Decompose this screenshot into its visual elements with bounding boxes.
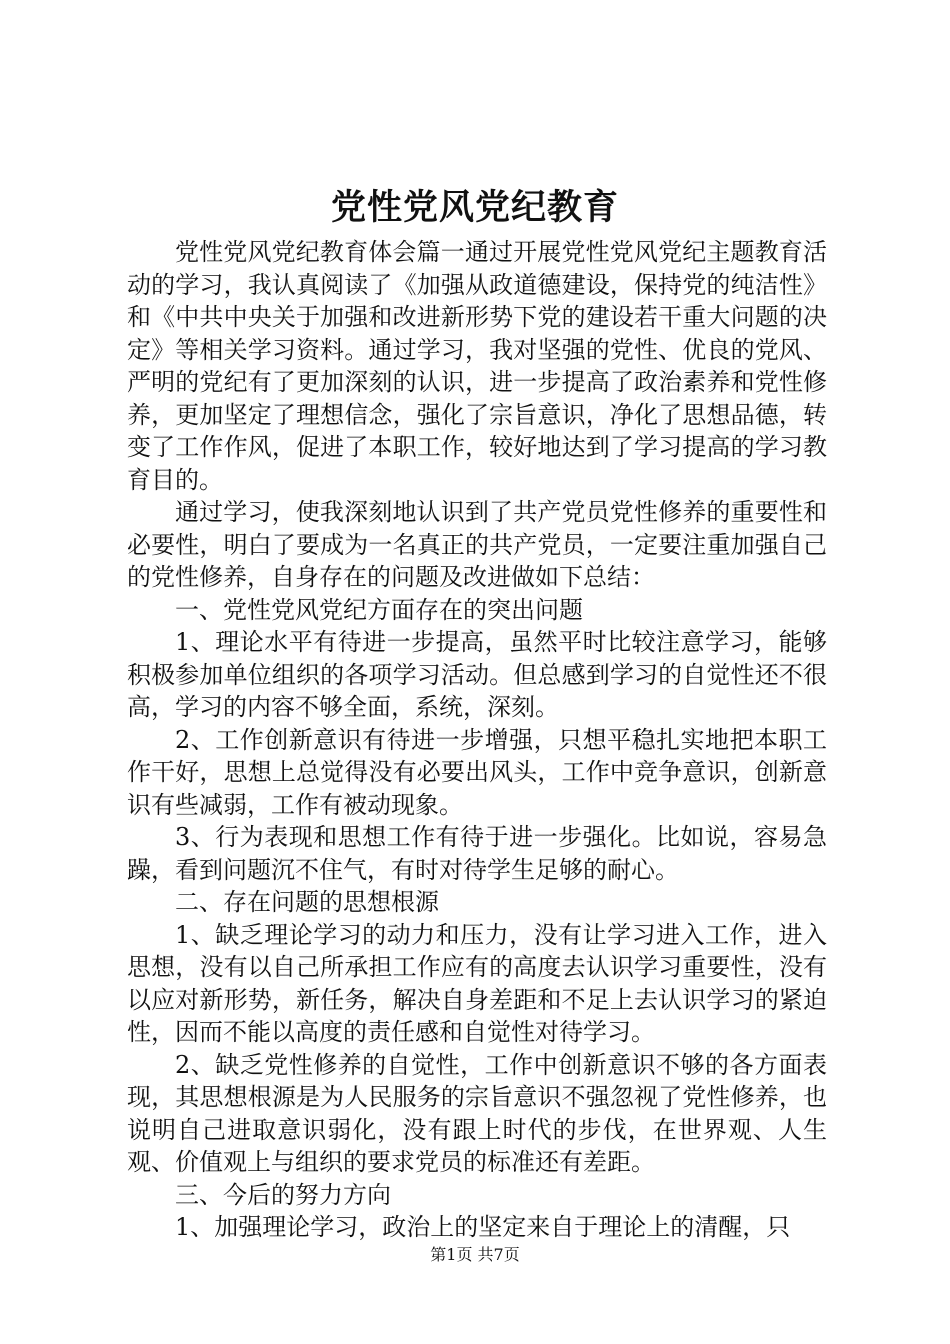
page-number: 第1页 共7页 (430, 1245, 520, 1264)
document-title: 党性党风党纪教育 (330, 187, 619, 228)
document-body (127, 236, 827, 1244)
paragraph-7: 2、缺乏党性修养的自觉性，工作中创新意识不够的各方面表现，其思想根源是为人民服务的宗旨意识不强忽视了党性修养，也说明自己进取意识弱化，没有跟上时代的步伐，在世界观、人生观、价值观上与组织的要求党员的标准还有差距。 (127, 1050, 827, 1176)
paragraph-4: 2、工作创新意识有待进一步增强，只想平稳扎实地把本职工作干好，思想上总觉得没有必要出风头，工作中竞争意识，创新意识有些减弱，工作有被动现象。 (127, 725, 827, 819)
paragraph-2: 通过学习，使我深刻地认识到了共产党员党性修养的重要性和必要性，明白了要成为一名真正的共产党员，一定要注重加强自己的党性修养，自身存在的问题及改进做如下总结： (127, 498, 827, 591)
paragraph-3: 1、理论水平有待进一步提高，虽然平时比较注意学习，能够积极参加单位组织的各项学习活动。但总感到学习的自觉性还不很高，学习的内容不够全面，系统，深刻。 (127, 628, 827, 721)
section-heading-3: 三、今后的努力方向 (175, 1180, 391, 1209)
section-heading-1: 一、党性党风党纪方面存在的突出问题 (175, 595, 583, 624)
paragraph-6: 1、缺乏理论学习的动力和压力，没有让学习进入工作，进入思想，没有以自己所承担工作应有的高度去认识学习重要性，没有以应对新形势，新任务，解决自身差距和不足上去认识学习的紧迫性，因而不能以高度的责任感和自觉性对待学习。 (127, 920, 827, 1046)
paragraph-1: 党性党风党纪教育体会篇一通过开展党性党风党纪主题教育活动的学习，我认真阅读了《加强从政道德建设，保持党的纯洁性》和《中共中央关于加强和改进新形势下党的建设若干重大问题的决定》等相关学习资料。通过学习，我对坚强的党性、优良的党风、严明的党纪有了更加深刻的认识，进一步提高了政治素养和党性修养，更加坚定了理想信念，强化了宗旨意识，净化了思想品德，转变了工作作风，促进了本职工作，较好地达到了学习提高的学习教育目的。 (127, 238, 827, 494)
section-heading-2: 二、存在问题的思想根源 (175, 888, 439, 916)
paragraph-8: 1、加强理论学习，政治上的坚定来自于理论上的清醒，只 (175, 1213, 791, 1241)
paragraph-5: 3、行为表现和思想工作有待于进一步强化。比如说，容易急躁，看到问题沉不住气，有时对待学生足够的耐心。 (127, 823, 827, 884)
